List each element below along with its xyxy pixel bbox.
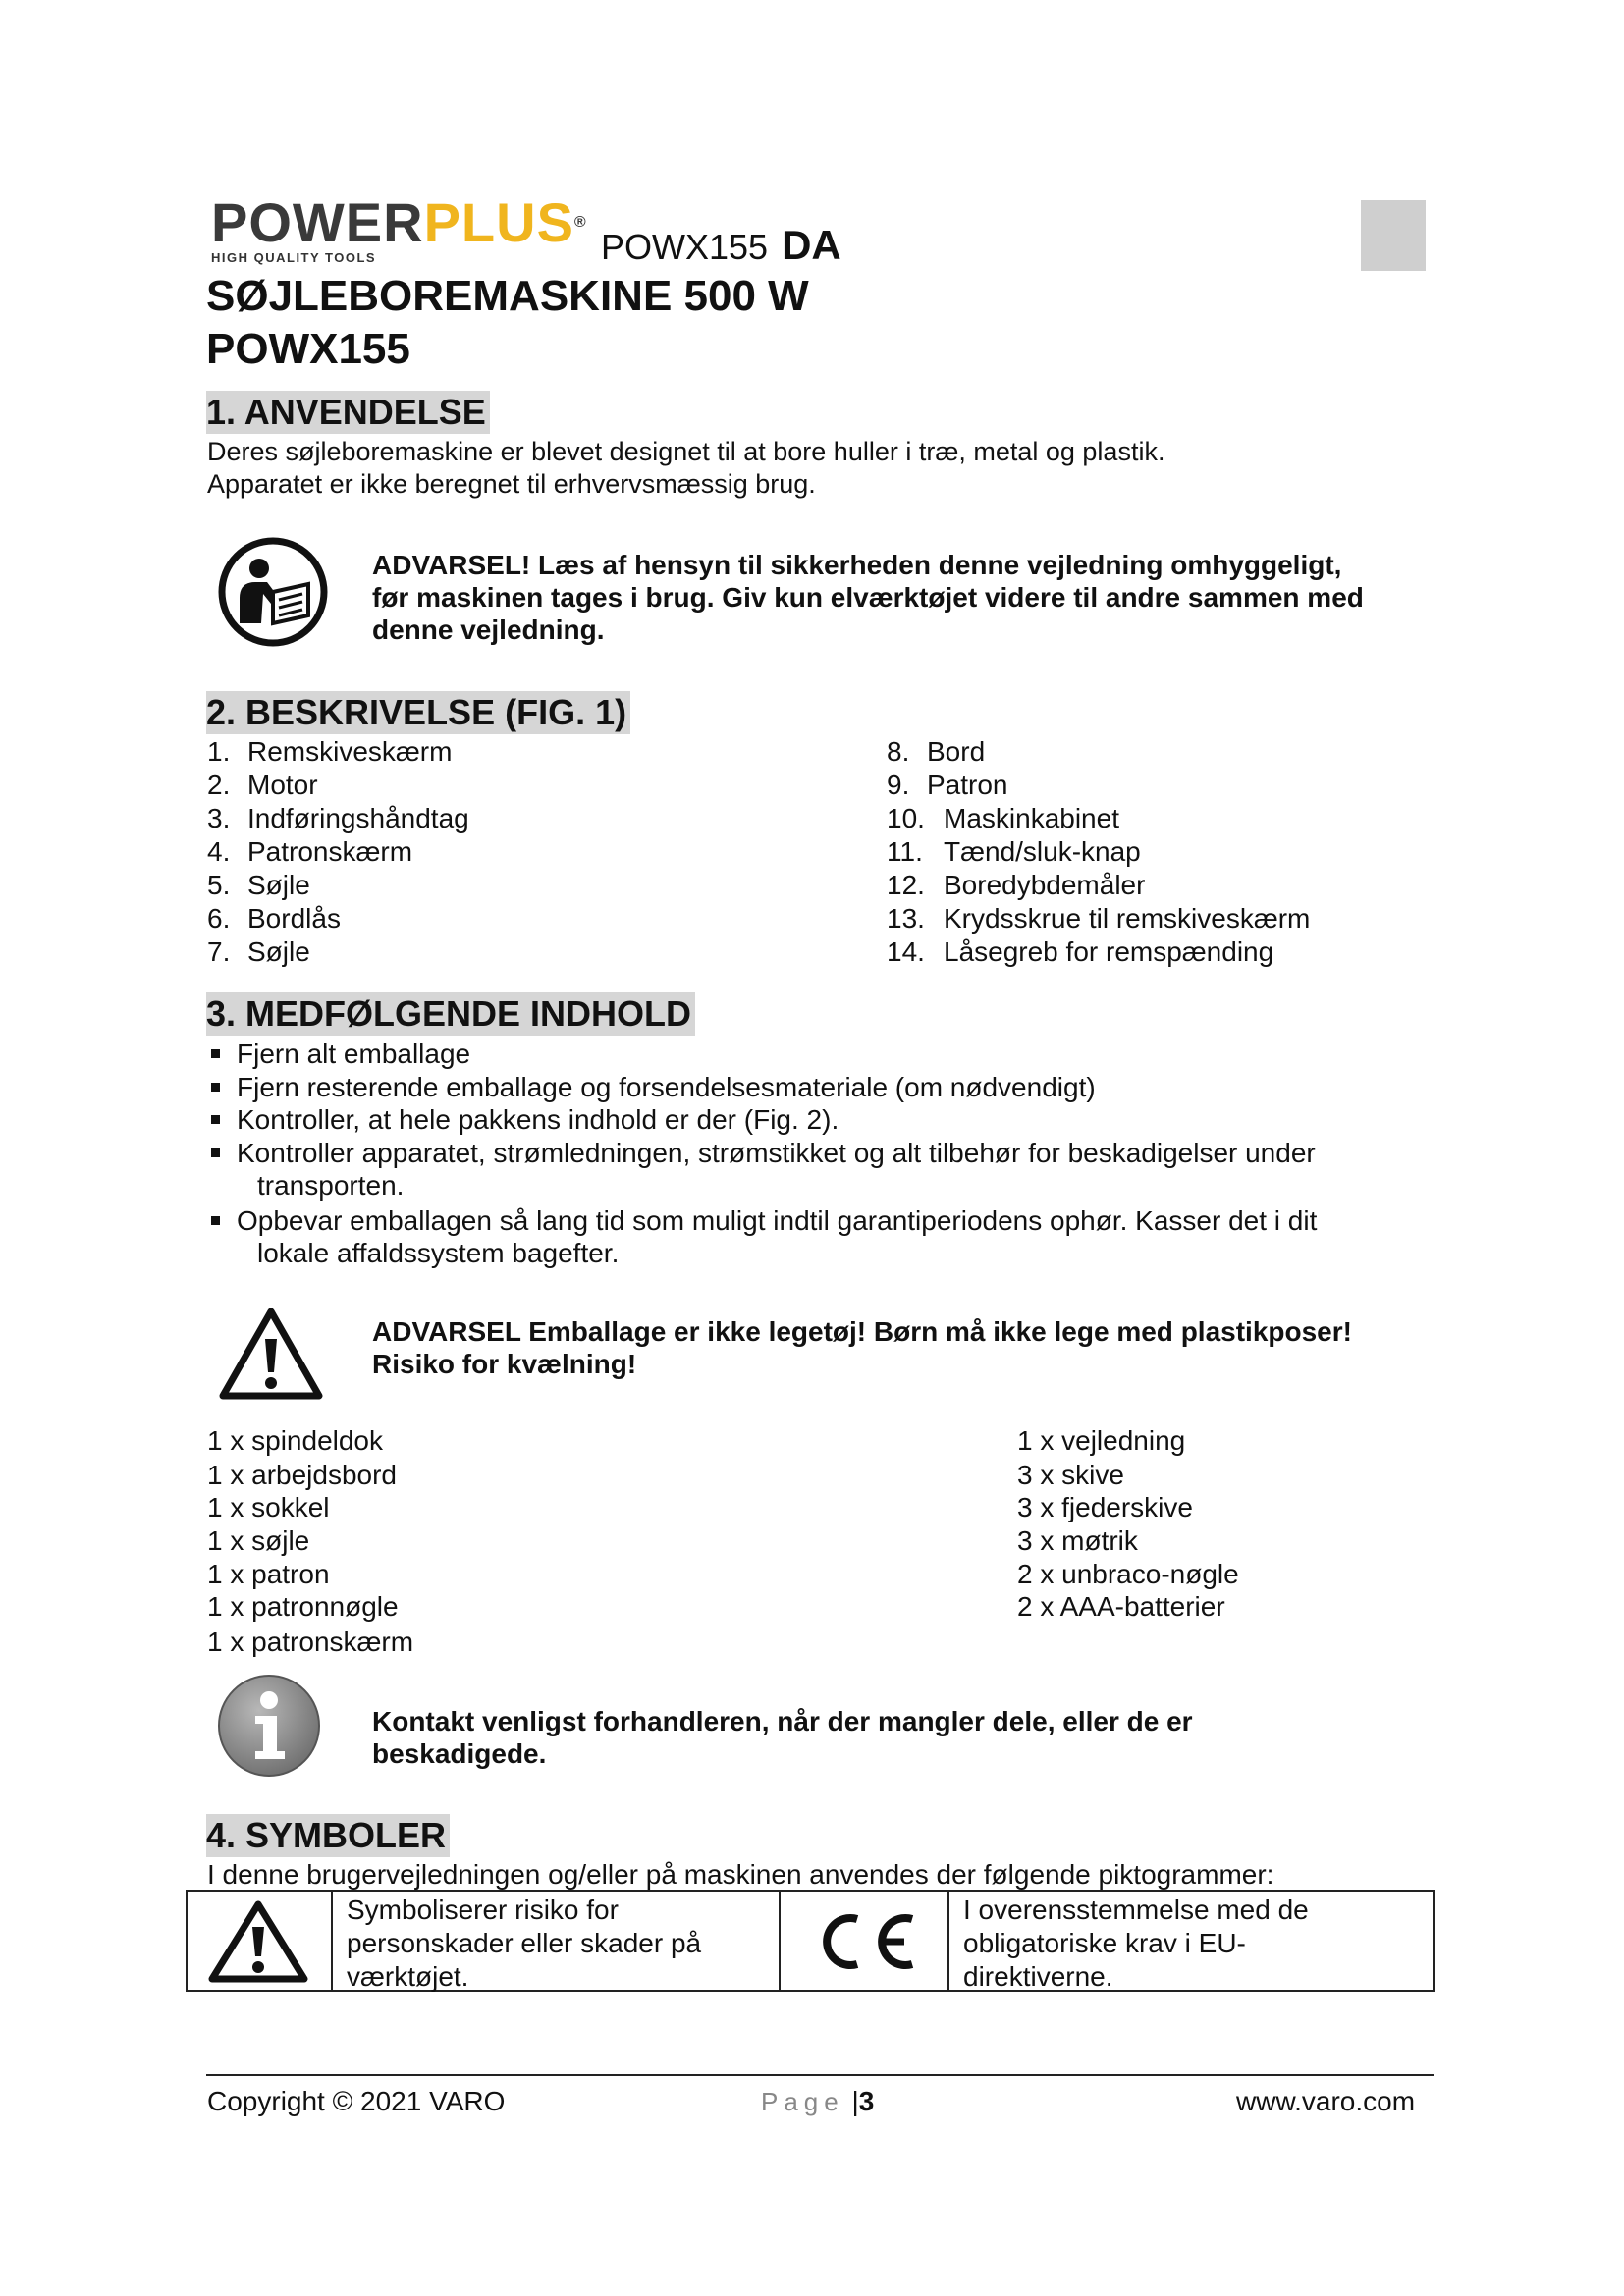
list-item: 13. Krydsskrue til remskiveskærm [887, 903, 1311, 934]
list-item: 7. Søjle [207, 936, 310, 967]
footer-divider [206, 2074, 1434, 2076]
warning-triangle-icon [207, 1899, 309, 1989]
contents-list-right [1017, 1424, 1239, 1624]
list-item: Fjern alt emballage [207, 1038, 1415, 1071]
bullet-list [207, 1038, 1415, 1270]
ce-mark-icon [806, 1911, 924, 1977]
symbol-description: Symboliserer risiko for personskader eller skader på værktøjet. [333, 1892, 781, 1990]
parts-list-right [887, 735, 1310, 969]
list-item: 1 x spindeldok [207, 1425, 384, 1456]
list-item: 3 x fjederskive [1017, 1492, 1193, 1522]
document-subtitle: POWX155 [206, 325, 410, 373]
list-item: 3. Indføringshåndtag [207, 803, 469, 833]
language-tab-marker [1361, 200, 1426, 271]
symbol-cell [188, 1892, 333, 1990]
section-heading-anvendelse: 1. ANVENDELSE [206, 391, 490, 434]
list-item: 1 x sokkel [207, 1492, 330, 1522]
logo-tagline: HIGH QUALITY TOOLS [211, 250, 377, 265]
list-item: 1 x patronnøgle [207, 1591, 399, 1622]
warning-triangle-icon [218, 1306, 324, 1402]
symbol-description: I overensstemmelse med de obligatoriske krav i EU- direktiverne. [963, 1895, 1309, 1992]
paragraph: Deres søjleboremaskine er blevet designet til at bore huller i træ, metal og plastik. [207, 437, 1165, 466]
list-item: Fjern resterende emballage og forsendelsesmateriale (om nødvendigt) [207, 1071, 1415, 1104]
parts-list-left [207, 735, 469, 969]
list-item: 1 x arbejdsbord [207, 1460, 398, 1490]
list-item: 2. Motor [207, 770, 318, 800]
list-item: Kontroller, at hele pakkens indhold er der (Fig. 2). [207, 1103, 1415, 1137]
list-item: 2 x AAA-batterier [1017, 1591, 1225, 1622]
list-item: 11. Tænd/sluk-knap [887, 836, 1141, 867]
list-item: Opbevar emballagen så lang tid som muligt indtil garantiperiodens ophør. Kasser det i dit lokale affaldssystem bagefter. [207, 1204, 1415, 1270]
info-icon [216, 1673, 322, 1779]
contents-list-left [207, 1424, 413, 1659]
list-item: 4. Patronskærm [207, 836, 413, 867]
list-item: 1 x patron [207, 1559, 330, 1589]
logo-wordmark: POWERPLUS® [211, 191, 587, 253]
list-item: 1. Remskiveskærm [207, 736, 453, 767]
list-item: 10. Maskinkabinet [887, 803, 1119, 833]
website-link[interactable]: www.varo.com [1236, 2086, 1416, 2116]
copyright: Copyright © 2021 VARO [207, 2086, 506, 2116]
section-heading-beskrivelse: 2. BESKRIVELSE (FIG. 1) [206, 691, 630, 734]
list-item: 8. Bord [887, 736, 986, 767]
list-item: 14. Låsegreb for remspænding [887, 936, 1274, 967]
safety-warning: ADVARSEL! Læs af hensyn til sikkerheden denne vejledning omhyggeligt, før maskinen tages i brug. Giv kun elværktøjet videre til andre sammen med denne vejledning. [372, 550, 1364, 645]
paragraph: I denne brugervejledningen og/eller på maskinen anvendes der følgende piktogrammer: [207, 1859, 1274, 1890]
page-number: Page |3 [761, 2086, 875, 2116]
section-heading-symboler: 4. SYMBOLER [206, 1814, 450, 1857]
read-manual-icon [218, 537, 328, 647]
powerplus-logo [211, 191, 587, 266]
list-item: 2 x unbraco-nøgle [1017, 1559, 1239, 1589]
list-item: 12. Boredybdemåler [887, 870, 1146, 900]
model-language [601, 222, 841, 269]
list-item: 6. Bordlås [207, 903, 341, 934]
paragraph: Apparatet er ikke beregnet til erhvervsmæssig brug. [207, 469, 816, 499]
list-item: 1 x patronskærm [207, 1627, 414, 1657]
model-code: POWX155 [601, 227, 769, 267]
list-item: 9. Patron [887, 770, 1008, 800]
list-item: 3 x skive [1017, 1460, 1124, 1490]
symbols-table [186, 1890, 1435, 1992]
list-item: 5. Søjle [207, 870, 310, 900]
list-item: 1 x søjle [207, 1525, 310, 1556]
info-note: Kontakt venligst forhandleren, når der mangler dele, eller de er beskadigede. [372, 1706, 1193, 1769]
symbol-cell [781, 1892, 949, 1990]
document-title: SØJLEBOREMASKINE 500 W [206, 272, 809, 320]
language-code: DA [782, 222, 841, 268]
section-heading-medfolgende-indhold: 3. MEDFØLGENDE INDHOLD [206, 992, 695, 1036]
list-item: Kontroller apparatet, strømledningen, strømstikket og alt tilbehør for beskadigelser under transporten. [207, 1137, 1415, 1202]
list-item: 1 x vejledning [1017, 1425, 1186, 1456]
list-item: 3 x møtrik [1017, 1525, 1138, 1556]
packaging-warning: ADVARSEL Emballage er ikke legetøj! Børn må ikke lege med plastikposer! Risiko for kvælning! [372, 1316, 1352, 1379]
